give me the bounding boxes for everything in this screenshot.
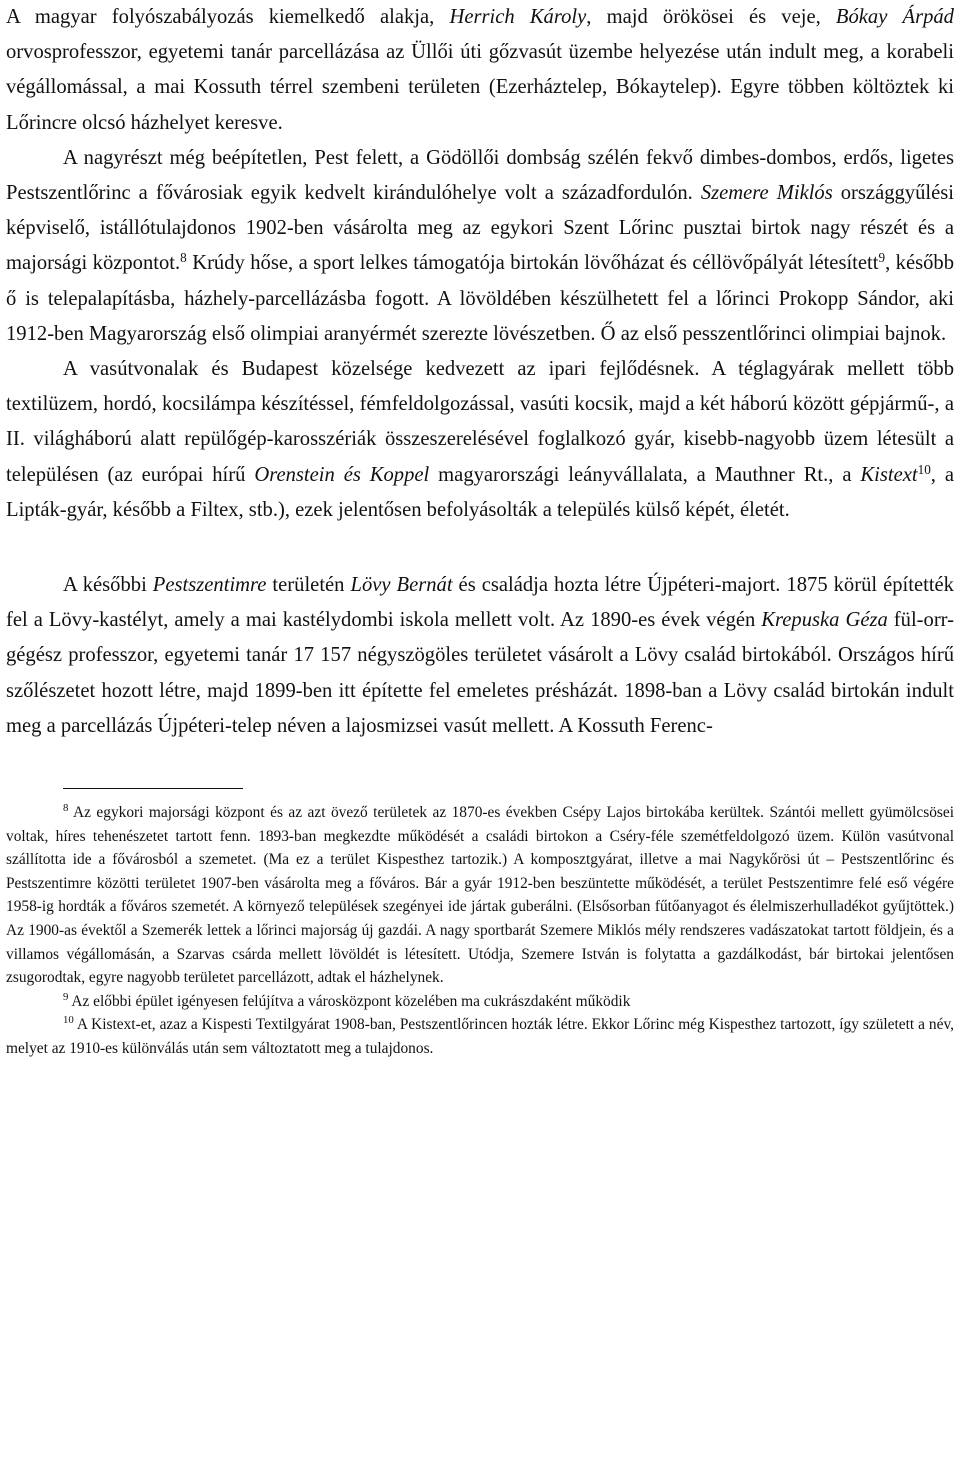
- footnote-reference: 10: [63, 1014, 74, 1027]
- text-run: fül-orr-gégész professzor, egyetemi tanár 17 157 négyszögöles területet vásárolt a Lövy család birtokából. Országos hírű szőlészetet hozott létre, majd 1899-ben itt építette fel emeletes présházát. 1898-ban a Lövy család birtokán indult meg a parcellázás Újpéteri-telep néven a lajosmizsei vasút mellett. A Kossuth Ferenc-: [6, 609, 954, 737]
- footnote-10: [6, 1013, 954, 1060]
- footnote-reference: 9: [878, 250, 886, 266]
- text-run: orvosprofesszor, egyetemi tanár parcellázása az Üllői úti gőzvasút üzembe helyezése után indult meg, a korabeli végállomással, a mai Kossuth térrel szembeni területen (Ezerháztelep, Bókaytelep). Egyre többen költöztek ki Lőrincre olcsó házhelyet keresve.: [6, 41, 954, 134]
- text-run: A magyar folyószabályozás kiemelkedő alakja,: [6, 6, 450, 28]
- footnote-separator: [63, 788, 243, 801]
- text-run: A Kistext-et, azaz a Kispesti Textilgyárat 1908-ban, Pestszentlőrincen hozták létre. Ekkor Lőrinc még Kispesthez tartozott, így született a név, melyet az 1910-es különválás után sem változtatott meg a tulajdonos.: [6, 1016, 954, 1057]
- italic-name: Lövy Bernát: [350, 574, 453, 597]
- paragraph-gap: [6, 528, 954, 568]
- text-run: országgyűlési képviselő, istállótulajdonos 1902-ben vásárolta meg az egykori Szent Lőrinc pusztai birtok nagy részét és a majorsági központot.: [6, 182, 954, 275]
- footnote-reference: 9: [63, 990, 69, 1003]
- text-run: és családja hozta létre Újpéteri-majort. 1875 körül építették fel a Lövy-kastélyt, amely a mai kastélydombi iskola mellett volt. Az 1890-es évek végén: [6, 574, 954, 632]
- text-run: , a Lipták-gyár, később a Filtex, stb.), ezek jelentősen befolyásolták a település külső képét, életét.: [6, 463, 954, 521]
- italic-name: Bókay Árpád: [835, 6, 954, 28]
- italic-name: Herrich Károly: [449, 6, 587, 28]
- text-run: , később ő is telepalapításba, házhely-parcellázásba fogott. A lövöldében készülhetett fel a lőrinci Prokopp Sándor, aki 1912-ben Magyarország első olimpiai aranyérmét szerezte lövészetben. Ő az első pesszentlőrinci olimpiai bajnok.: [6, 252, 955, 345]
- footnote-reference: 10: [917, 461, 931, 477]
- text-run: A későbbi: [63, 574, 153, 597]
- text-run: Az egykori majorsági központ és az azt övező területek az 1870-es években Csépy Lajos birtokába kerültek. Szántói mellett gyümölcsösei voltak, híres tehenészetet tartott fenn. 1893-ban megkezdte működését a családi birtokon a Cséry-féle szemétfeldolgozó üzem. Külön vasútvonal szállította ide a fővárosból a szemetet. (Ma ez a terület Kispesthez tartozik.) A komposztgyárat, illetve a mai Nagykőrösi út – Pestszentlőrinc és Pestszentimre közötti területet 1907-ben vásárolta meg a főváros. Bár a gyár 1912-ben beszüntette működését, a terület Pestszentimre felé eső végére 1958-ig hordták a főváros szemetét. A környező települések szegényei ide jártak guberálni. (Elsősorban fűtőanyagot és élelmiszerhulladékot gyűjtöttek.) Az 1900-as évektől a Szemerék lettek a lőrinci majorság új gazdái. A nagy sportbarát Szemere Miklós mély rendszeres vadászatokat tartott földjein, és a villamos végállomásán, a Szarvas csárda mellett lövöldét is létesített. Utódja, Szemere István is folytatta a gazdálkodást, bár birtokai jelentősen zsugorodtak, egyre nagyobb területet parcellázott, adtak el házhelynek.: [6, 804, 954, 987]
- paragraph-3: [6, 352, 954, 528]
- italic-name: Pestszentimre: [152, 574, 267, 597]
- footnote-reference: 8: [180, 250, 187, 266]
- italic-name: Krepuska Géza: [761, 609, 888, 632]
- text-run: Krúdy hőse, a sport lelkes támogatója birtokán lövőházat és céllövőpályát létesített: [186, 252, 879, 275]
- text-run: A vasútvonalak és Budapest közelsége kedvezett az ipari fejlődésnek. A téglagyárak mellett több textilüzem, hordó, kocsilámpa készítéssel, fémfeldolgozással, vasúti kocsik, majd a két háború között gépjármű-, a II. világháború alatt repülőgép-karosszériák összeszerelésével foglalkozó gyár, kisebb-nagyobb üzem létesült a településen (az európai hírű: [6, 358, 954, 486]
- document-page: [6, 0, 954, 1061]
- paragraph-2: [6, 141, 954, 352]
- footnote-8: [6, 801, 954, 990]
- footnote-9: [6, 990, 954, 1014]
- text-run: A nagyrészt még beépítetlen, Pest felett, a Gödöllői dombság szélén fekvő dimbes-dombos, erdős, ligetes Pestszentlőrinc a fővárosiak egyik kedvelt kirándulóhelye volt a századfordulón.: [6, 146, 954, 205]
- italic-name: Szemere Miklós: [700, 182, 833, 205]
- text-run: területén: [266, 574, 351, 597]
- italic-name: Kistext: [860, 463, 918, 486]
- paragraph-4: [6, 568, 954, 744]
- text-run: , majd örökösei és veje,: [586, 6, 836, 28]
- paragraph-1: [6, 0, 954, 141]
- text-run: Az előbbi épület igényesen felújítva a városközpont közelében ma cukrászdaként működik: [68, 992, 631, 1010]
- italic-name: Orenstein és Koppel: [254, 463, 430, 486]
- text-run: magyarországi leányvállalata, a Mauthner Rt., a: [429, 463, 861, 486]
- footnote-reference: 8: [63, 802, 69, 815]
